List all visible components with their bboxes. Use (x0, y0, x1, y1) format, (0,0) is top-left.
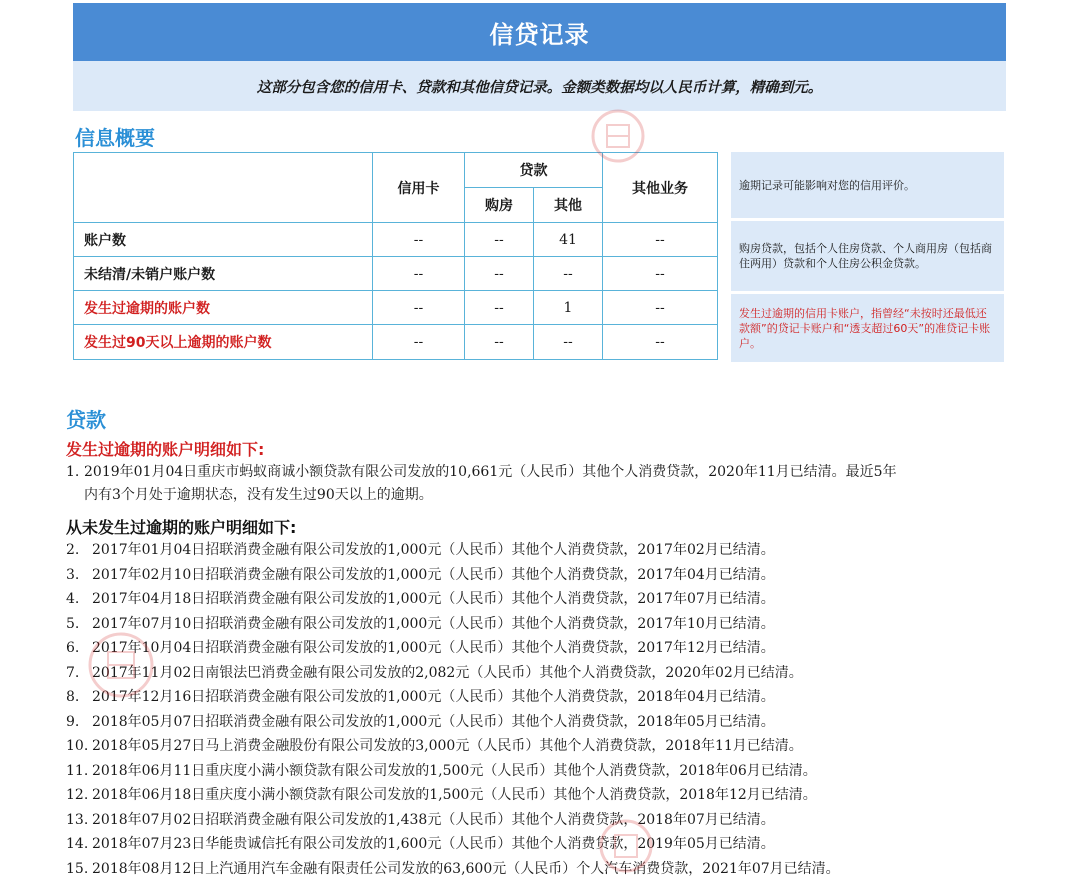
list-item-text: 2018年08月12日上汽通用汽车金融有限责任公司发放的63,600元（人民币）个人汽车消费贷款，2021年07月已结清。 (92, 861, 840, 877)
row-label-90day-overdue-accounts: 发生过90天以上逾期的账户数 (74, 325, 373, 360)
cell-value: -- (603, 223, 718, 257)
cell-value: -- (373, 325, 465, 360)
list-item-text: 2018年07月23日华能贵诚信托有限公司发放的1,600元（人民币）其他个人消费贷款，2019年05月已结清。 (92, 836, 775, 852)
list-item-text: 2018年06月11日重庆度小满小额贷款有限公司发放的1,500元（人民币）其他个人消费贷款，2018年06月已结清。 (92, 763, 817, 779)
report-section-header: 信贷记录 (73, 3, 1006, 61)
loan-account-item (66, 636, 1006, 661)
note-housing-loan-definition: 购房贷款，包括个人住房贷款、个人商用房（包括商住两用）贷款和个人住房公积金贷款。 (731, 221, 1004, 291)
list-item-text: 2017年11月02日南银法巴消费金融有限公司发放的2,082元（人民币）其他个人消费贷款，2020年02月已结清。 (92, 665, 803, 681)
loan-account-item (66, 587, 1006, 612)
col-header-other-business: 其他业务 (603, 153, 718, 223)
list-item-text: 2017年07月10日招联消费金融有限公司发放的1,000元（人民币）其他个人消费贷款，2017年10月已结清。 (92, 616, 775, 632)
overdue-accounts-heading: 发生过逾期的账户明细如下: (66, 437, 264, 460)
row-label-account-count: 账户数 (74, 223, 373, 257)
cell-value: -- (534, 325, 603, 360)
list-item-number: 13. (66, 808, 92, 833)
cell-value: 41 (534, 223, 603, 257)
list-item-text: 2018年05月07日招联消费金融有限公司发放的1,000元（人民币）其他个人消费贷款，2018年05月已结清。 (92, 714, 775, 730)
col-header-other: 其他 (534, 188, 603, 223)
list-item-text: 2018年07月02日招联消费金融有限公司发放的1,438元（人民币）其他个人消费贷款，2018年07月已结清。 (92, 812, 775, 828)
report-section-description: 这部分包含您的信用卡、贷款和其他信贷记录。金额类数据均以人民币计算，精确到元。 (73, 61, 1006, 111)
col-header-loan: 贷款 (465, 153, 603, 188)
cell-value: -- (465, 257, 534, 291)
list-item-number: 4. (66, 587, 92, 612)
cell-value: -- (603, 257, 718, 291)
loan-account-item (66, 832, 1006, 857)
col-header-credit-card: 信用卡 (373, 153, 465, 223)
cell-value: -- (373, 291, 465, 325)
loan-account-item (66, 685, 1006, 710)
summary-section-title: 信息概要 (75, 122, 155, 151)
list-item-number: 15. (66, 857, 92, 881)
summary-notes (731, 152, 1004, 365)
normal-accounts-list (66, 538, 1006, 881)
summary-table (73, 152, 718, 360)
list-item-number: 12. (66, 783, 92, 808)
loan-account-item (66, 857, 1006, 881)
list-item-number: 11. (66, 759, 92, 784)
loan-account-item (66, 783, 1006, 808)
list-item-text: 2019年01月04日重庆市蚂蚁商诚小额贷款有限公司发放的10,661元（人民币）其他个人消费贷款，2020年11月已结清。最近5年 (84, 464, 897, 480)
list-item-continuation: 内有3个月处于逾期状态，没有发生过90天以上的逾期。 (66, 484, 1006, 507)
list-item-text: 2017年01月04日招联消费金融有限公司发放的1,000元（人民币）其他个人消费贷款，2017年02月已结清。 (92, 542, 775, 558)
list-item-number: 10. (66, 734, 92, 759)
list-item-number: 1. (66, 461, 84, 484)
loan-account-item (66, 734, 1006, 759)
table-row (74, 325, 718, 360)
loan-account-item (66, 661, 1006, 686)
list-item-number: 5. (66, 612, 92, 637)
overdue-account-item (66, 461, 1006, 507)
loan-account-item (66, 612, 1006, 637)
list-item-text: 2018年05月27日马上消费金融股份有限公司发放的3,000元（人民币）其他个人消费贷款，2018年11月已结清。 (92, 738, 803, 754)
row-label-open-accounts: 未结清/未销户账户数 (74, 257, 373, 291)
cell-value: -- (465, 291, 534, 325)
cell-value: -- (534, 257, 603, 291)
cell-value: -- (603, 291, 718, 325)
cell-value: 1 (534, 291, 603, 325)
note-overdue-credit-card-definition: 发生过逾期的信用卡账户，指曾经“未按时还最低还款额”的贷记卡账户和“透支超过60天”的准贷记卡账户。 (731, 294, 1004, 362)
note-overdue-impact: 逾期记录可能影响对您的信用评价。 (731, 152, 1004, 218)
loan-account-item (66, 808, 1006, 833)
list-item-number: 7. (66, 661, 92, 686)
list-item-number: 8. (66, 685, 92, 710)
loan-account-item (66, 563, 1006, 588)
cell-value: -- (465, 223, 534, 257)
list-item-text: 2017年10月04日招联消费金融有限公司发放的1,000元（人民币）其他个人消费贷款，2017年12月已结清。 (92, 640, 775, 656)
cell-value: -- (603, 325, 718, 360)
cell-value: -- (465, 325, 534, 360)
table-row (74, 291, 718, 325)
cell-value: -- (373, 257, 465, 291)
summary-table-corner (74, 153, 373, 223)
cell-value: -- (373, 223, 465, 257)
list-item-number: 2. (66, 538, 92, 563)
list-item-text: 2017年02月10日招联消费金融有限公司发放的1,000元（人民币）其他个人消费贷款，2017年04月已结清。 (92, 567, 775, 583)
list-item-number: 14. (66, 832, 92, 857)
list-item-text: 2017年04月18日招联消费金融有限公司发放的1,000元（人民币）其他个人消费贷款，2017年07月已结清。 (92, 591, 775, 607)
loan-account-item (66, 710, 1006, 735)
row-label-overdue-accounts: 发生过逾期的账户数 (74, 291, 373, 325)
table-row (74, 223, 718, 257)
list-item-text: 2018年06月18日重庆度小满小额贷款有限公司发放的1,500元（人民币）其他个人消费贷款，2018年12月已结清。 (92, 787, 817, 803)
loan-account-item (66, 759, 1006, 784)
loans-section-title: 贷款 (66, 404, 106, 433)
col-header-housing: 购房 (465, 188, 534, 223)
list-item-number: 3. (66, 563, 92, 588)
normal-accounts-heading: 从未发生过逾期的账户明细如下: (66, 515, 296, 538)
loan-account-item (66, 538, 1006, 563)
list-item-number: 9. (66, 710, 92, 735)
table-row (74, 257, 718, 291)
list-item-number: 6. (66, 636, 92, 661)
list-item-text: 2017年12月16日招联消费金融有限公司发放的1,000元（人民币）其他个人消费贷款，2018年04月已结清。 (92, 689, 775, 705)
